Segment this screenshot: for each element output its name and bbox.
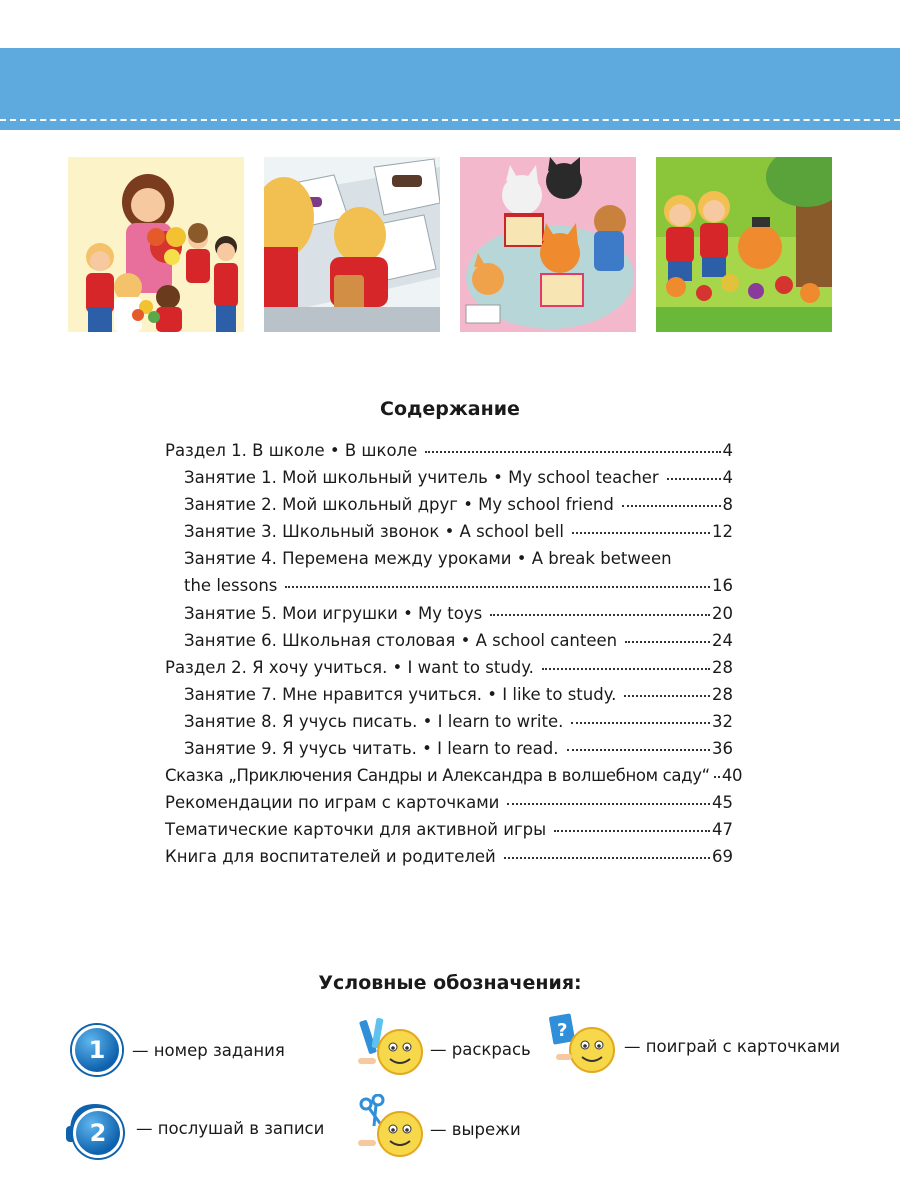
teacher-illustration — [68, 157, 244, 332]
legend-listen-label: — послушай в записи — [136, 1118, 325, 1138]
toc-leader — [542, 667, 710, 670]
toc-leader — [624, 694, 710, 697]
toc-entry-lesson-1[interactable] — [165, 464, 733, 491]
toc-entry-lesson-4-line-1[interactable] — [165, 545, 733, 572]
toc-leader — [425, 450, 720, 453]
legend-task-number — [72, 1025, 285, 1075]
banner-stitch — [0, 119, 900, 121]
toc-leader — [622, 504, 721, 507]
legend-color — [356, 1014, 531, 1084]
illustration-strip — [68, 157, 832, 332]
toc-entry-lesson-5[interactable] — [165, 600, 733, 627]
legend-color-label: — раскрась — [430, 1039, 531, 1059]
toc-entry-text: Занятие 6. Школьная столовая • A school canteen — [184, 630, 618, 650]
toc-page: 69 — [712, 847, 733, 867]
toc-page: 47 — [712, 820, 733, 840]
toc-title: Содержание — [380, 398, 520, 420]
toc-entry-text: Занятие 2. Мой школьный друг • My school friend — [184, 495, 614, 515]
scissors-face-icon — [356, 1094, 426, 1164]
cats-reading-illustration — [460, 157, 636, 332]
toc-entry-text: Раздел 1. В школе • В школе — [165, 441, 418, 460]
toc-page: 8 — [722, 495, 733, 515]
legend-title: Условные обозначения: — [318, 972, 582, 994]
toc-page: 4 — [722, 468, 733, 488]
toc-leader — [667, 477, 721, 480]
toc-leader — [571, 721, 710, 724]
crayon-face-icon — [356, 1014, 426, 1084]
listen-number-badge: 2 — [73, 1108, 123, 1158]
toc-entry-text: Занятие 9. Я учусь читать. • I learn to read. — [184, 739, 559, 759]
toc-entry-section-2[interactable] — [165, 654, 733, 681]
toc-leader — [554, 829, 710, 832]
toc-entry-text: Книга для воспитателей и родителей — [165, 847, 496, 867]
toc-entry-text-continued: the lessons — [184, 576, 278, 596]
header-banner — [0, 48, 900, 130]
toc-page: 16 — [712, 576, 733, 596]
toc-page: 45 — [712, 793, 733, 813]
garden-illustration — [656, 157, 832, 332]
toc-page: 36 — [712, 739, 733, 759]
toc-entry-text: Занятие 8. Я учусь писать. • I learn to write. — [184, 711, 564, 731]
toc-leader — [714, 775, 720, 778]
toc-entry-card-games[interactable] — [165, 789, 733, 816]
legend-cut-label: — вырежи — [430, 1119, 521, 1139]
toc-entry-lesson-9[interactable] — [165, 735, 733, 762]
classroom-illustration — [264, 157, 440, 332]
toc-leader — [572, 531, 710, 534]
table-of-contents — [165, 437, 743, 871]
legend-cut — [356, 1094, 521, 1164]
toc-entry-text: Занятие 3. Школьный звонок • A school bell — [184, 522, 565, 542]
toc-page: 40 — [721, 766, 743, 786]
toc-entry-text: Рекомендации по играм с карточками — [165, 793, 500, 813]
toc-entry-section-1[interactable] — [165, 437, 733, 464]
toc-entry-lesson-2[interactable] — [165, 491, 733, 518]
headphones-badge — [66, 1102, 124, 1154]
toc-entry-text: Занятие 4. Перемена между уроками • A break between — [184, 549, 672, 569]
toc-page: 32 — [712, 711, 733, 731]
toc-page: 20 — [712, 603, 733, 623]
toc-entry-lesson-3[interactable] — [165, 518, 733, 545]
toc-entry-text: Занятие 1. Мой школьный учитель • My school teacher — [184, 468, 659, 488]
toc-entry-text: Тематические карточки для активной игры — [165, 820, 547, 840]
toc-entry-lesson-7[interactable] — [165, 681, 733, 708]
toc-entry-fairy-tale[interactable] — [165, 762, 743, 789]
toc-leader — [285, 585, 710, 588]
toc-leader — [504, 856, 710, 859]
toc-page: 28 — [712, 684, 733, 704]
svg-text:?: ? — [557, 1020, 568, 1041]
toc-entry-text: Занятие 7. Мне нравится учиться. • I like to study. — [184, 684, 617, 704]
toc-entry-lesson-4-line-2[interactable] — [165, 572, 733, 599]
toc-entry-thematic-cards[interactable] — [165, 816, 733, 843]
toc-leader — [490, 613, 710, 616]
task-number-badge: 1 — [72, 1025, 122, 1075]
legend-task-number-label: — номер задания — [132, 1040, 285, 1060]
toc-leader — [567, 748, 710, 751]
toc-page: 12 — [712, 522, 733, 542]
toc-page: 4 — [722, 441, 733, 460]
legend-listen — [66, 1102, 324, 1154]
toc-leader — [507, 802, 710, 805]
toc-entry-lesson-8[interactable] — [165, 708, 733, 735]
legend-cards — [546, 1010, 840, 1082]
legend-cards-label: — поиграй с карточками — [624, 1036, 841, 1056]
cards-face-icon — [546, 1010, 620, 1082]
toc-entry-text: Раздел 2. Я хочу учиться. • I want to study. — [165, 657, 534, 677]
toc-entry-lesson-6[interactable] — [165, 627, 733, 654]
toc-page: 24 — [712, 630, 733, 650]
toc-entry-text: Занятие 5. Мои игрушки • My toys — [184, 603, 483, 623]
toc-page: 28 — [712, 657, 733, 677]
toc-entry-teachers-book[interactable] — [165, 843, 733, 870]
toc-leader — [625, 640, 710, 643]
toc-entry-text: Сказка „Приключения Сандры и Александра в волшебном саду“ — [165, 766, 710, 786]
